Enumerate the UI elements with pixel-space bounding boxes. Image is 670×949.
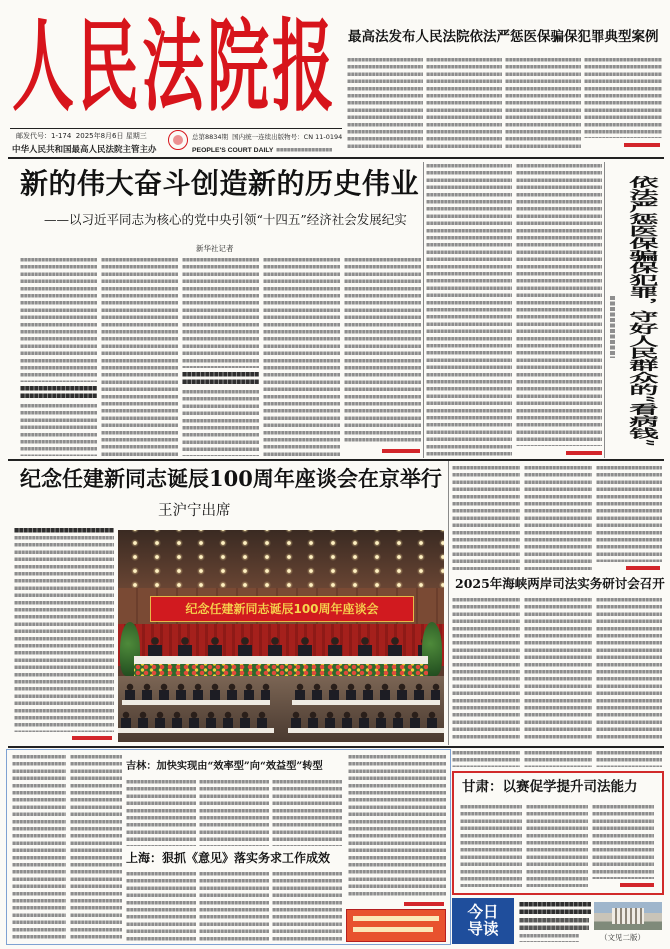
medical-insurance-text-col-2 [516, 164, 602, 446]
lead-continued-mark [382, 449, 420, 453]
lead-text-col-5 [344, 258, 421, 444]
shanghai-text-col-2 [199, 872, 269, 942]
strait-headline: 2025年海峡两岸司法实务研讨会召开 [455, 576, 665, 591]
lead-text-col-1a [20, 258, 97, 382]
ren-headline: 纪念任建新同志诞辰100周年座谈会在京举行 [20, 466, 442, 491]
guide-item-title [519, 902, 591, 916]
guide-page-reference: （文见二版） [600, 933, 645, 942]
top-story-text-col-1 [347, 58, 423, 148]
right-bottom-text-col-1 [452, 751, 520, 767]
medical-insurance-continued-mark [566, 451, 602, 455]
shanghai-text-col-1 [126, 872, 196, 942]
masthead-seal-icon [168, 130, 188, 150]
ren-text-col [14, 536, 114, 732]
lead-text-col-4 [263, 258, 340, 456]
jilin-text-col-1 [126, 780, 196, 846]
bottom-left-text-col-2 [70, 755, 122, 941]
issue-info: 邮发代号：1-174 2025年8月6日 星期三 [16, 132, 147, 140]
photo-audience-left-row-2 [118, 710, 274, 738]
lead-subheading-2 [182, 372, 259, 386]
jilin-text-col-3 [272, 780, 342, 846]
section-divider-1 [8, 459, 664, 461]
lead-text-col-3b [182, 390, 259, 456]
lead-text-col-3a [182, 258, 259, 368]
top-story-text-col-4 [584, 58, 662, 138]
todays-guide-label [452, 898, 514, 944]
lead-column-rule [423, 162, 424, 458]
guide-thumbnail-image [594, 902, 662, 930]
campaign-banner-line-1 [353, 916, 439, 921]
lead-byline: 新华社记者 [196, 244, 234, 253]
right-top-text-col-2 [524, 466, 592, 570]
english-name: PEOPLE'S COURT DAILY [192, 147, 274, 154]
right-top-continued-mark [626, 566, 660, 570]
bottom-middle-continued-mark [404, 902, 444, 906]
lead-headline: 新的伟大奋斗创造新的历史伟业 [20, 167, 420, 200]
commentary-rule [604, 162, 605, 458]
top-story-headline: 最高法发布人民法院依法严惩医保骗保犯罪典型案例 [348, 29, 659, 45]
todays-guide-text: 今日导读 [467, 903, 499, 938]
gansu-headline: 甘肃：以赛促学提升司法能力 [462, 779, 638, 795]
photo-flowers [134, 664, 428, 676]
jilin-text-col-2 [199, 780, 269, 846]
gansu-text-col-1 [460, 805, 522, 887]
top-story-text-col-3 [505, 58, 581, 148]
lead-text-col-1b [20, 404, 97, 456]
gansu-story-box [452, 771, 664, 895]
lead-subheading-1 [20, 386, 97, 400]
photo-audience-right-row-1 [292, 682, 440, 708]
bottom-middle-text-col [348, 755, 446, 899]
photo-head-table-people [140, 636, 422, 658]
top-story-text-col-2 [426, 58, 502, 148]
photo-banner: 纪念任建新同志诞辰100周年座谈会 [150, 596, 414, 622]
gansu-text-col-3 [592, 805, 654, 879]
ren-continued-mark [72, 736, 112, 740]
gansu-continued-mark [620, 883, 654, 887]
sponsor-line: 中华人民共和国最高人民法院主管主办 [12, 145, 157, 155]
strait-text-col-2 [524, 598, 592, 742]
strait-text-col-3 [596, 598, 662, 742]
guide-item-subtitle [519, 918, 589, 932]
jilin-headline: 吉林：加快实现由“效率型”向“效益型”转型 [126, 760, 323, 772]
photo-audience-right-row-2 [288, 710, 444, 738]
medical-insurance-text-col-1 [426, 164, 512, 456]
ren-subhead: 王沪宁出席 [158, 503, 231, 519]
website-text [276, 148, 332, 152]
commentary-byline [610, 296, 615, 358]
campaign-banner-line-2 [353, 927, 433, 932]
right-top-text-col-1 [452, 466, 520, 570]
lead-text-col-2 [101, 258, 178, 456]
lead-subtitle: ——以习近平同志为核心的党中央引领“十四五”经济社会发展纪实 [44, 212, 407, 227]
right-top-text-col-3 [596, 466, 662, 562]
photo-audience-left-row-1 [122, 682, 270, 708]
meeting-photo [118, 530, 444, 742]
masthead-logo: 人民法院报 [12, 8, 338, 125]
masthead-bottom-rule [8, 157, 664, 159]
gansu-text-col-2 [526, 805, 588, 887]
serial-info: 总第8834期 国内统一连续出版物号：CN 11-0194 [192, 133, 343, 141]
guide-item-text [519, 934, 579, 942]
shanghai-headline: 上海：狠抓《意见》落实务求工作成效 [126, 851, 331, 865]
right-bottom-text-col-3 [596, 751, 662, 767]
campaign-banner-box [346, 909, 446, 942]
photo-ceiling-lights [118, 530, 444, 590]
bottom-left-text-col-1 [12, 755, 66, 941]
shanghai-text-col-3 [272, 872, 342, 942]
commentary-headline: 依法严惩医保骗保犯罪，守好人民群众的“看病钱” [625, 176, 660, 447]
ren-dateline [14, 528, 114, 535]
top-story-continued-mark [624, 143, 660, 147]
section-divider-2 [8, 746, 664, 748]
right-column-rule [448, 461, 449, 745]
masthead-rule [10, 128, 342, 129]
strait-text-col-1 [452, 598, 520, 742]
right-bottom-text-col-2 [524, 751, 592, 767]
